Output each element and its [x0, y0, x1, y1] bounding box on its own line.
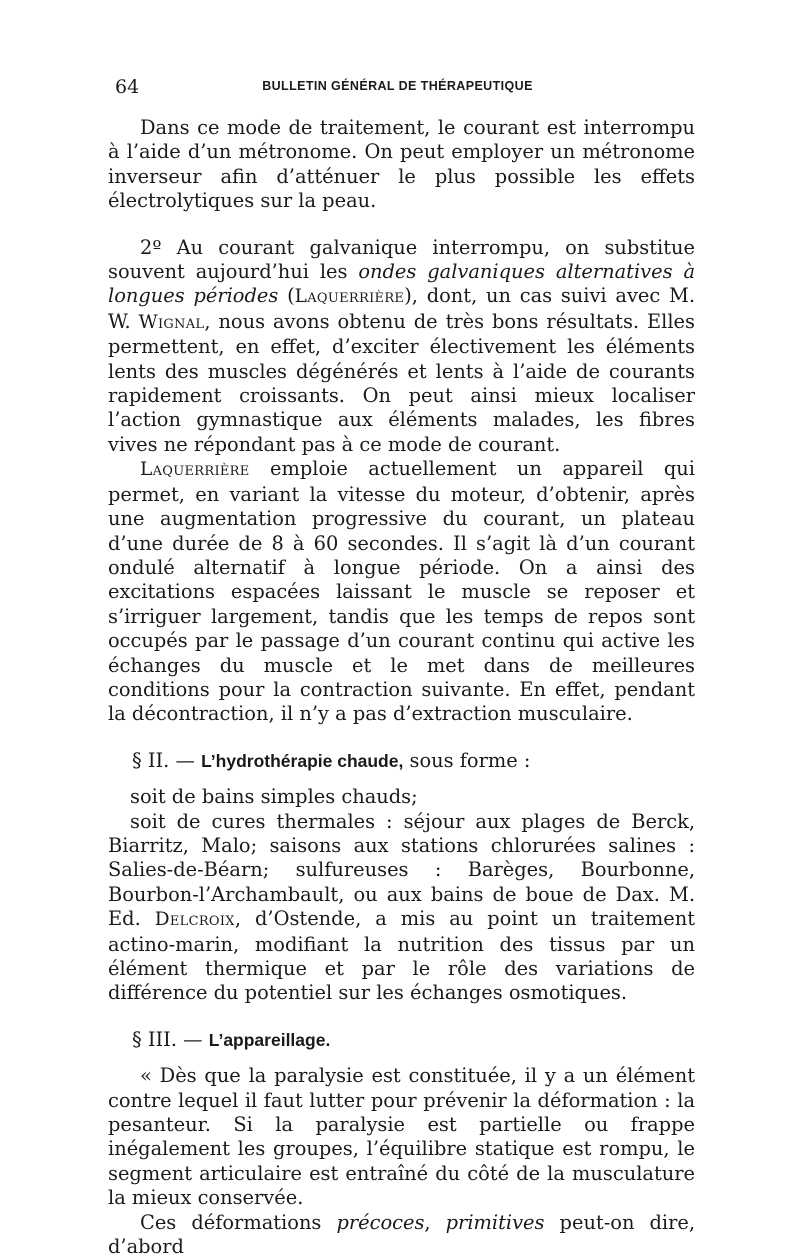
paragraph-laquerriere-device [108, 457, 695, 726]
page-header [115, 76, 680, 100]
text-run: 2º Au courant galvanique interrompu, on substitue souvent aujourd’hui les [108, 235, 695, 284]
text-run: peut-on dire, d’abord [108, 1210, 696, 1259]
section-number: § III. — [132, 1027, 203, 1051]
author-name: Wignal [138, 311, 205, 333]
paragraph-galvanic-waves [108, 236, 695, 458]
paragraph-deformations [108, 1211, 695, 1259]
emphasis-text: ondes galvaniques alternatives à longues périodes [108, 260, 695, 308]
author-name: Laquerrière [140, 459, 250, 481]
section-suffix: sous forme : [403, 748, 531, 772]
section-title: L’appareillage. [208, 1029, 331, 1050]
text-run: soit de cures thermales : séjour aux plages de Berck, Biarritz, Malo; saisons aux stations chlorurées salines : Salies-de-Béarn; sulfureuses : Barèges, Bourbonne, Bourbon-l’Archambault, ou aux bains de boue de Dax. M. Ed. [108, 809, 695, 931]
section-heading-appareillage [108, 1028, 695, 1052]
text-run: Ces déformations [140, 1210, 337, 1234]
list-item [108, 810, 695, 1006]
section-title: L’hydrothérapie chaude, [201, 750, 404, 771]
list-item: soit de bains simples chauds; [130, 785, 418, 809]
hydrotherapy-list [108, 785, 695, 1006]
page-number: 64 [115, 76, 140, 98]
emphasis-text: primitives [445, 1210, 545, 1234]
author-name: Delcroix [154, 909, 235, 931]
page-body [108, 116, 695, 1259]
paragraph-quote: « Dès que la paralysie est constituée, il y a un élément contre lequel il faut lutter pour prévenir la déformation : la pesanteur. Si la paralysie est partielle ou frappe inégalement les groupes, l’équilibre statique est rompu, le segment articulaire est entraîné du côté de la musculature la mieux conservée. [108, 1064, 695, 1210]
text-run: , nous avons obtenu de très bons résultats. Elles permettent, en effet, d’exciter électivement les éléments lents des muscles dégénérés et lents à l’aide de courants rapidement croissants. On peut ainsi mieux localiser l’action gymnastique aux éléments malades, les fibres vives ne répondant pas à ce mode de courant. [108, 309, 695, 456]
text-run: ), dont, un cas suivi avec M. W. [108, 284, 696, 333]
text-run: emploie actuellement un appareil qui permet, en variant la vitesse du moteur, d’obtenir, après une augmentation progressive du courant, un plateau d’une durée de 8 à 60 secondes. Il s’agit là d’un courant ondulé alternatif à longue période. On a ainsi des excitations espacées laissant le muscle se reposer et s’irriguer largement, tandis que les temps de repos sont occupés par le passage d’un courant continu qui active les échanges du muscle et le met dans de meilleures conditions pour la contraction suivante. En effet, pendant la décontraction, il n’y a pas d’extraction musculaire. [108, 457, 695, 726]
author-name: Laquerrière [294, 286, 405, 308]
paragraph-metronome: Dans ce mode de traitement, le courant est interrompu à l’aide d’un métronome. On peut employer un métronome inverseur afin d’atténuer le plus possible les effets électrolytiques sur la peau. [108, 116, 695, 213]
text-run: , d’Ostende, a mis au point un traitement actino-marin, modifiant la nutrition des tissus par un élément thermique et par le rôle des variations de différence du potentiel sur les échanges osmotiques. [108, 907, 695, 1005]
emphasis-text: précoces [336, 1210, 425, 1234]
section-number: § II. — [132, 748, 195, 772]
text-run: , [424, 1210, 446, 1234]
text-run: ( [278, 284, 295, 308]
running-title: BULLETIN GÉNÉRAL DE THÉRAPEUTIQUE [262, 79, 533, 93]
section-heading-hydrotherapy [108, 749, 695, 773]
